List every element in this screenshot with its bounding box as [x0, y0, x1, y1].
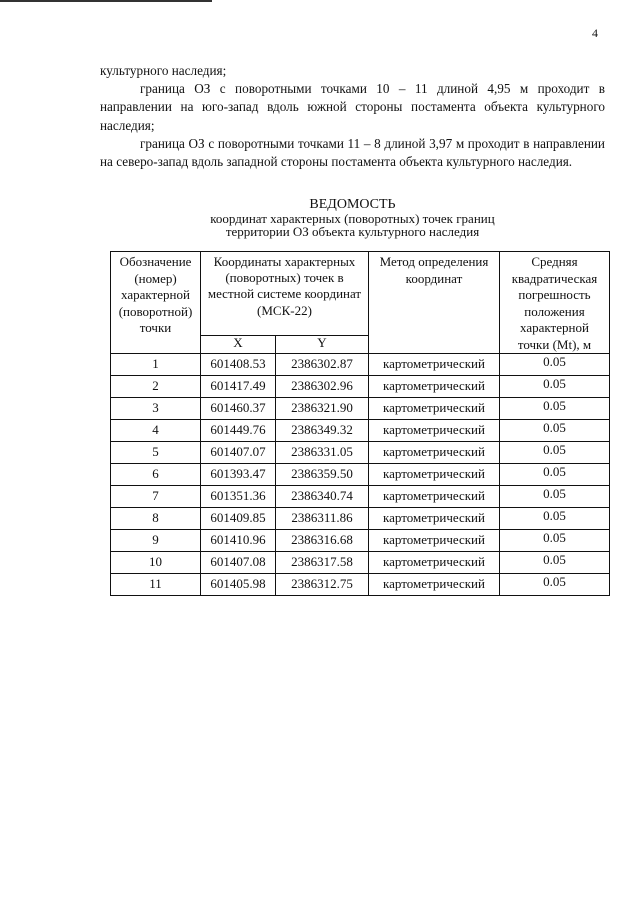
table-row [111, 442, 610, 464]
statement-title [100, 197, 605, 238]
cell-x: 601351.36 [201, 486, 276, 508]
cell-point-number: 6 [111, 464, 201, 486]
cell-point-number: 1 [111, 354, 201, 376]
cell-error: 0.05 [500, 508, 610, 530]
cell-y: 2386349.32 [276, 420, 369, 442]
cell-error: 0.05 [500, 442, 610, 464]
cell-point-number: 9 [111, 530, 201, 552]
cell-error: 0.05 [500, 486, 610, 508]
cell-method: картометрический [369, 508, 500, 530]
table-row [111, 530, 610, 552]
header-error: Средняя квадратическая погрешность положения характерной точки (Mt), м [500, 252, 610, 354]
table-row [111, 508, 610, 530]
cell-error: 0.05 [500, 464, 610, 486]
cell-x: 601460.37 [201, 398, 276, 420]
cell-method: картометрический [369, 464, 500, 486]
cell-y: 2386340.74 [276, 486, 369, 508]
cell-error: 0.05 [500, 354, 610, 376]
header-x: X [201, 335, 276, 353]
cell-method: картометрический [369, 354, 500, 376]
table-row [111, 464, 610, 486]
table-row [111, 420, 610, 442]
cell-method: картометрический [369, 574, 500, 596]
cell-x: 601393.47 [201, 464, 276, 486]
cell-y: 2386311.86 [276, 508, 369, 530]
cell-method: картометрический [369, 398, 500, 420]
table-row [111, 486, 610, 508]
cell-point-number: 4 [111, 420, 201, 442]
table-row [111, 552, 610, 574]
cell-method: картометрический [369, 442, 500, 464]
cell-point-number: 5 [111, 442, 201, 464]
cell-y: 2386302.96 [276, 376, 369, 398]
cell-method: картометрический [369, 552, 500, 574]
cell-y: 2386316.68 [276, 530, 369, 552]
cell-x: 601409.85 [201, 508, 276, 530]
header-method: Метод определения координат [369, 252, 500, 354]
cell-x: 601449.76 [201, 420, 276, 442]
cell-y: 2386302.87 [276, 354, 369, 376]
cell-y: 2386312.75 [276, 574, 369, 596]
cell-y: 2386321.90 [276, 398, 369, 420]
cell-point-number: 2 [111, 376, 201, 398]
header-point-number: Обозначение (номер) характерной (поворотной) точки [111, 252, 201, 354]
body-text [100, 62, 605, 171]
cell-y: 2386359.50 [276, 464, 369, 486]
paragraph-boundary-10-11: граница ОЗ с поворотными точками 10 – 11 длиной 4,95 м проходит в направлении на юго-запад вдоль южной стороны постамента объекта культурного наследия; [100, 81, 605, 133]
cell-point-number: 8 [111, 508, 201, 530]
cell-point-number: 10 [111, 552, 201, 574]
table-row [111, 574, 610, 596]
cell-error: 0.05 [500, 420, 610, 442]
scan-edge-line [0, 0, 212, 2]
cell-x: 601410.96 [201, 530, 276, 552]
paragraph-continuation: культурного наследия; [100, 63, 227, 78]
cell-point-number: 7 [111, 486, 201, 508]
cell-error: 0.05 [500, 574, 610, 596]
page-number: 4 [592, 26, 598, 40]
title-main: ВЕДОМОСТЬ [309, 197, 396, 212]
title-line-2: территории ОЗ объекта культурного наследия [225, 224, 480, 239]
cell-x: 601417.49 [201, 376, 276, 398]
cell-x: 601407.08 [201, 552, 276, 574]
cell-error: 0.05 [500, 398, 610, 420]
cell-method: картометрический [369, 420, 500, 442]
cell-x: 601405.98 [201, 574, 276, 596]
table-row [111, 376, 610, 398]
cell-error: 0.05 [500, 552, 610, 574]
cell-method: картометрический [369, 376, 500, 398]
cell-error: 0.05 [500, 376, 610, 398]
header-y: Y [276, 335, 369, 353]
cell-error: 0.05 [500, 530, 610, 552]
coordinates-table [110, 251, 610, 596]
paragraph-boundary-11-8: граница ОЗ с поворотными точками 11 – 8 длиной 3,97 м проходит в направлении на северо-запад вдоль западной стороны постамента объекта культурного наследия. [100, 135, 605, 170]
table-header-row [111, 252, 610, 336]
cell-y: 2386331.05 [276, 442, 369, 464]
cell-method: картометрический [369, 530, 500, 552]
header-coordinates: Координаты характерных (поворотных) точек в местной системе координат (МСК-22) [201, 252, 369, 336]
cell-x: 601408.53 [201, 354, 276, 376]
table-row [111, 354, 610, 376]
cell-x: 601407.07 [201, 442, 276, 464]
cell-point-number: 3 [111, 398, 201, 420]
cell-y: 2386317.58 [276, 552, 369, 574]
table-body [111, 354, 610, 596]
cell-point-number: 11 [111, 574, 201, 596]
cell-method: картометрический [369, 486, 500, 508]
title-line-1: координат характерных (поворотных) точек границ [210, 211, 495, 226]
table-row [111, 398, 610, 420]
